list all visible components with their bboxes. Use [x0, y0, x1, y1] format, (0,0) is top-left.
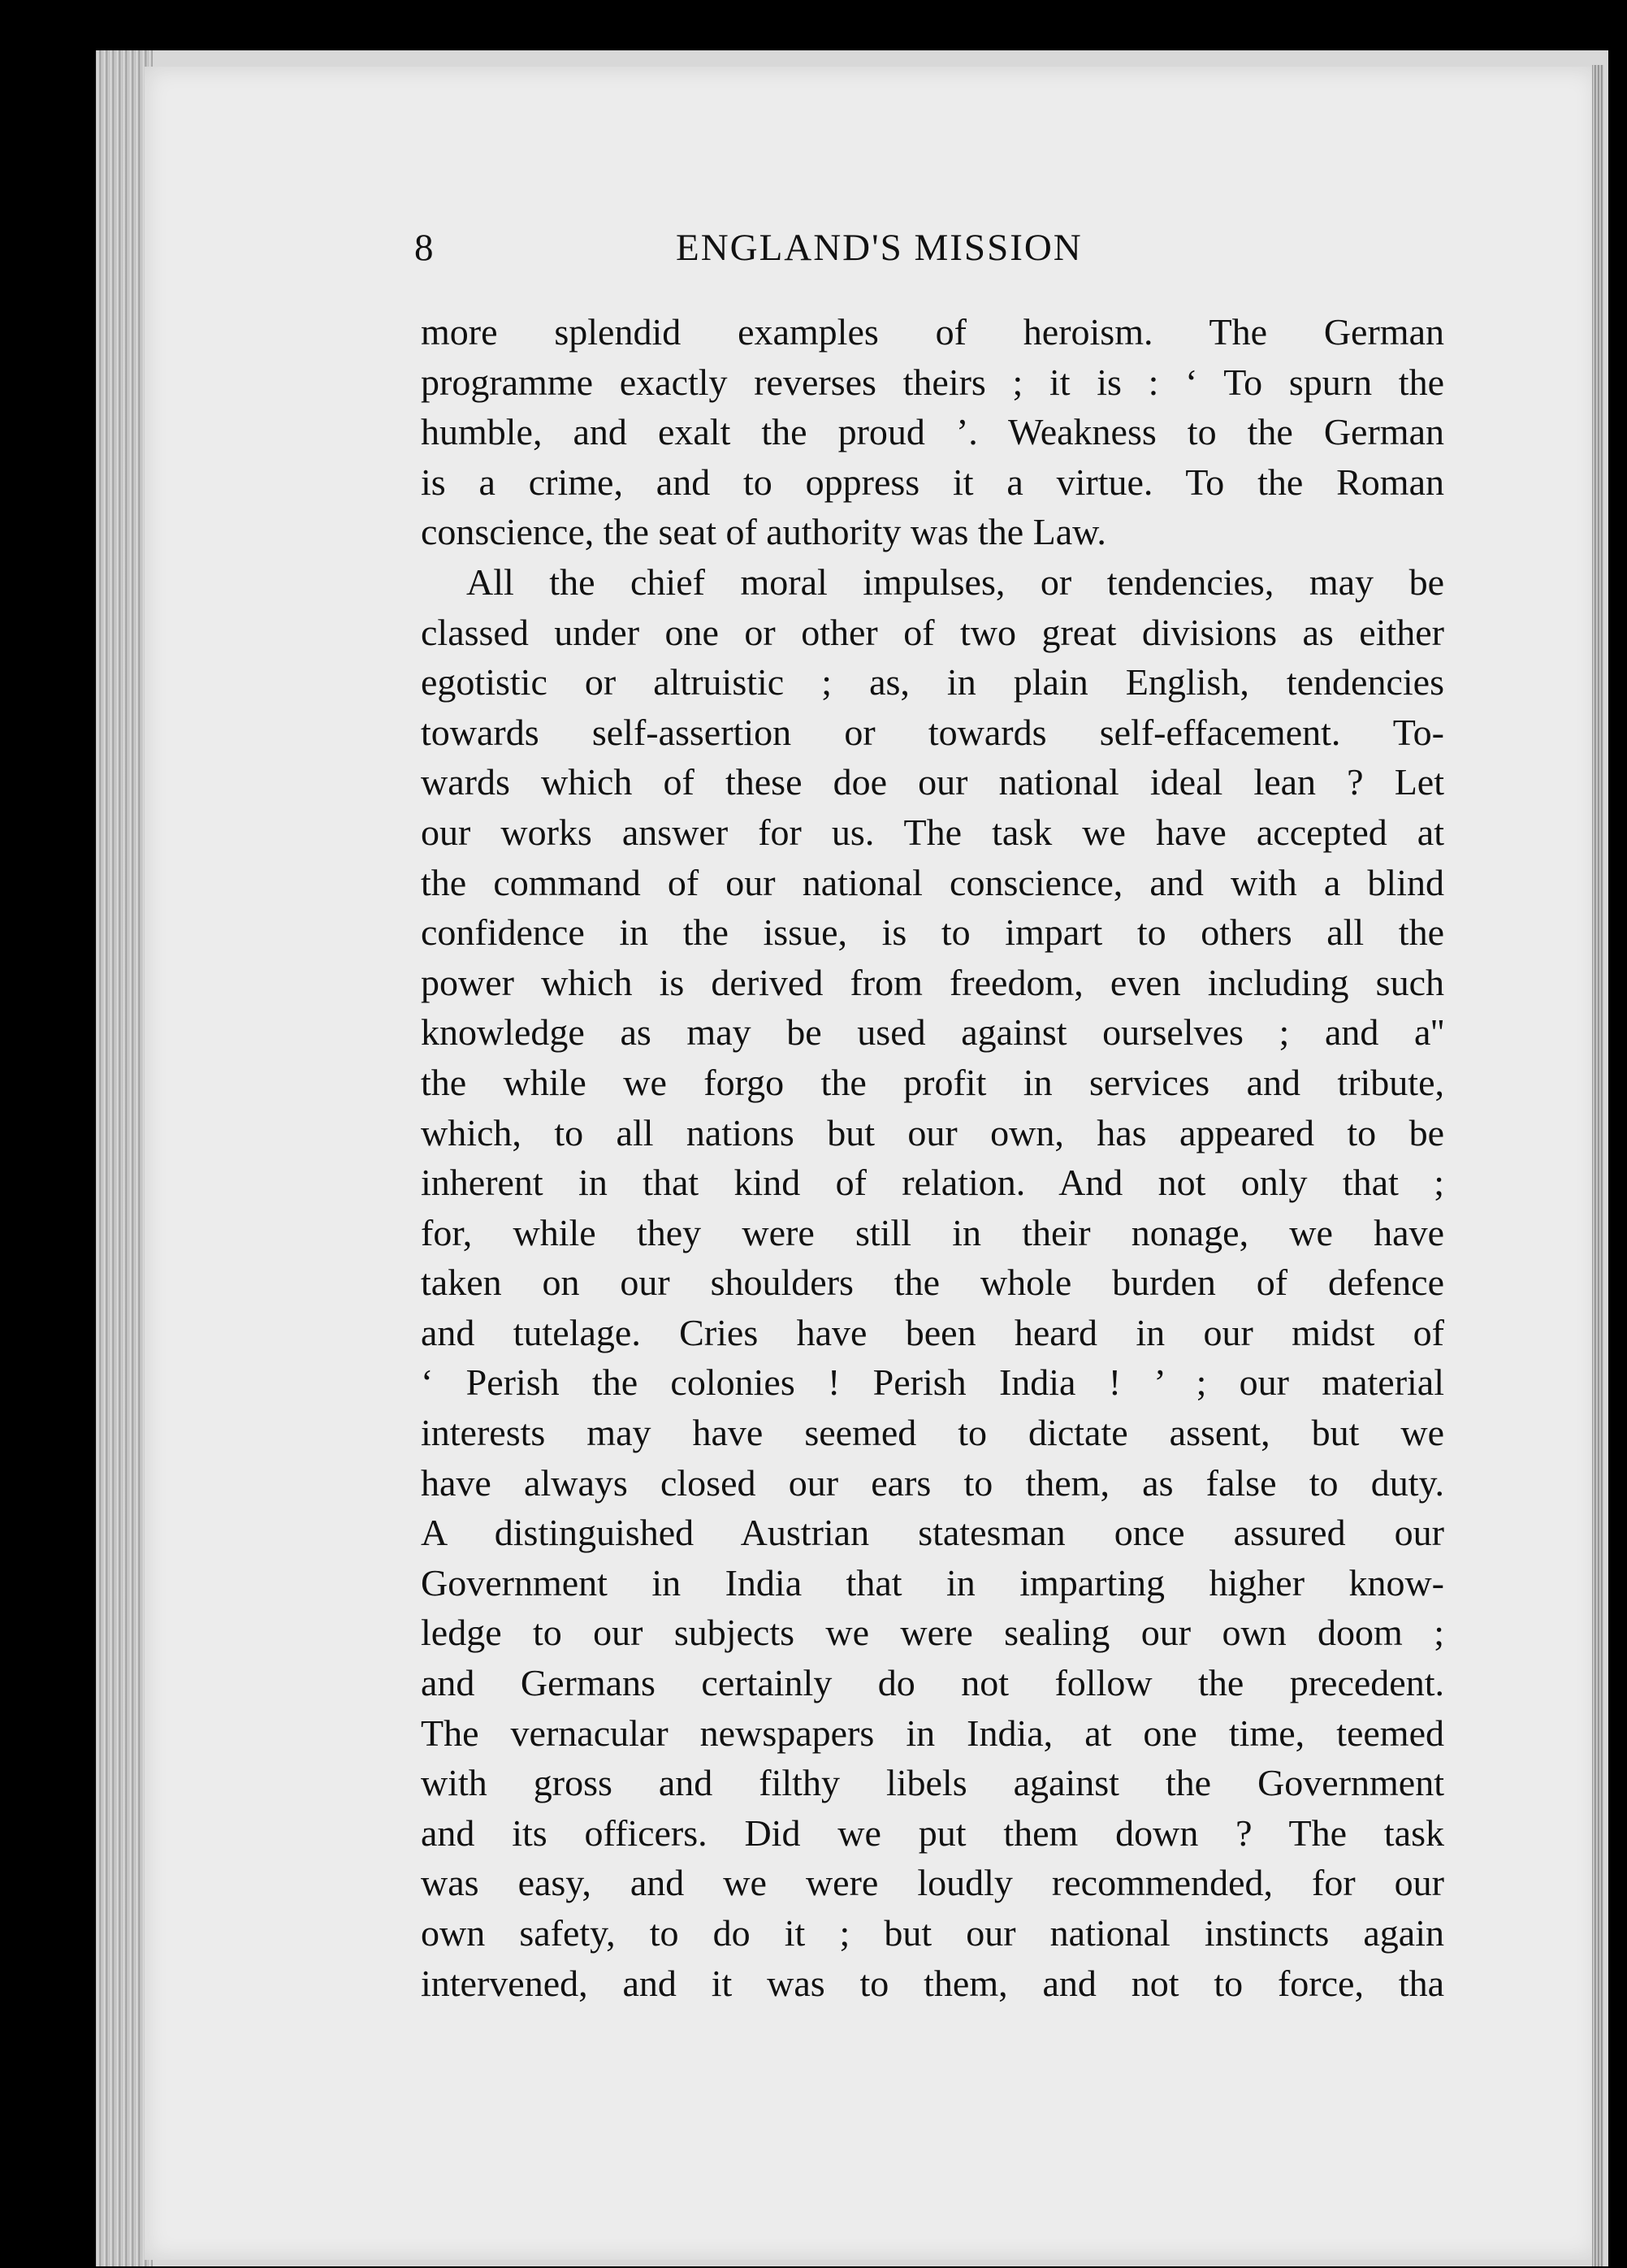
page-header — [414, 226, 1470, 283]
text-line: egotistic or altruistic ; as, in plain English, tendencies — [421, 661, 1444, 703]
text-line: was easy, and we were loudly recommended, for our — [421, 1862, 1444, 1904]
text-line: with gross and filthy libels against the Government — [421, 1762, 1444, 1804]
text-line: own safety, to do it ; but our national instincts again — [421, 1912, 1444, 1954]
page-right-edge — [1592, 65, 1603, 2266]
body-text — [421, 307, 1444, 2008]
text-line: confidence in the issue, is to impart to others all the — [421, 911, 1444, 954]
text-line: conscience, the seat of authority was the Law. — [421, 511, 1106, 553]
page-number: 8 — [414, 227, 434, 269]
text-line: is a crime, and to oppress it a virtue. To the Roman — [421, 461, 1444, 503]
running-title: ENGLAND'S MISSION — [676, 227, 1083, 269]
text-line: the command of our national conscience, and with a blind — [421, 861, 1444, 903]
text-line: All the chief moral impulses, or tendencies, may be — [466, 561, 1444, 603]
text-line: the while we forgo the profit in services and tribute, — [421, 1061, 1444, 1103]
text-line: towards self-assertion or towards self-effacement. To- — [421, 711, 1444, 753]
text-line: more splendid examples of heroism. The German — [421, 311, 1444, 353]
text-line: humble, and exalt the proud ’. Weakness to the German — [421, 411, 1444, 453]
text-line: A distinguished Austrian statesman once assured our — [421, 1512, 1444, 1554]
text-line: have always closed our ears to them, as false to duty. — [421, 1461, 1444, 1504]
text-line: our works answer for us. The task we have accepted at — [421, 811, 1444, 853]
text-line: intervened, and it was to them, and not to force, tha — [421, 1962, 1444, 2004]
text-line: for, while they were still in their nonage, we have — [421, 1211, 1444, 1253]
text-line: interests may have seemed to dictate assent, but we — [421, 1412, 1444, 1454]
text-line: power which is derived from freedom, even including such — [421, 961, 1444, 1003]
text-line: taken on our shoulders the whole burden of defence — [421, 1262, 1444, 1304]
text-line: and Germans certainly do not follow the precedent. — [421, 1662, 1444, 1704]
text-line: which, to all nations but our own, has appeared to be — [421, 1111, 1444, 1153]
text-line: classed under one or other of two great divisions as either — [421, 611, 1444, 653]
text-line: wards which of these doe our national ideal lean ? Let — [421, 761, 1444, 803]
text-line: programme exactly reverses theirs ; it is : ‘ To spurn the — [421, 361, 1444, 403]
text-line: ledge to our subjects we were sealing our own doom ; — [421, 1612, 1444, 1654]
text-line: and tutelage. Cries have been heard in our midst of — [421, 1311, 1444, 1353]
text-line: The vernacular newspapers in India, at one time, teemed — [421, 1712, 1444, 1754]
text-line: ‘ Perish the colonies ! Perish India ! ’ ; our material — [421, 1361, 1444, 1404]
text-line: Government in India that in imparting higher know- — [421, 1561, 1444, 1604]
text-line: inherent in that kind of relation. And not only that ; — [421, 1162, 1444, 1204]
text-line: knowledge as may be used against ourselves ; and a'' — [421, 1011, 1444, 1054]
text-line: and its officers. Did we put them down ? The task — [421, 1811, 1444, 1854]
